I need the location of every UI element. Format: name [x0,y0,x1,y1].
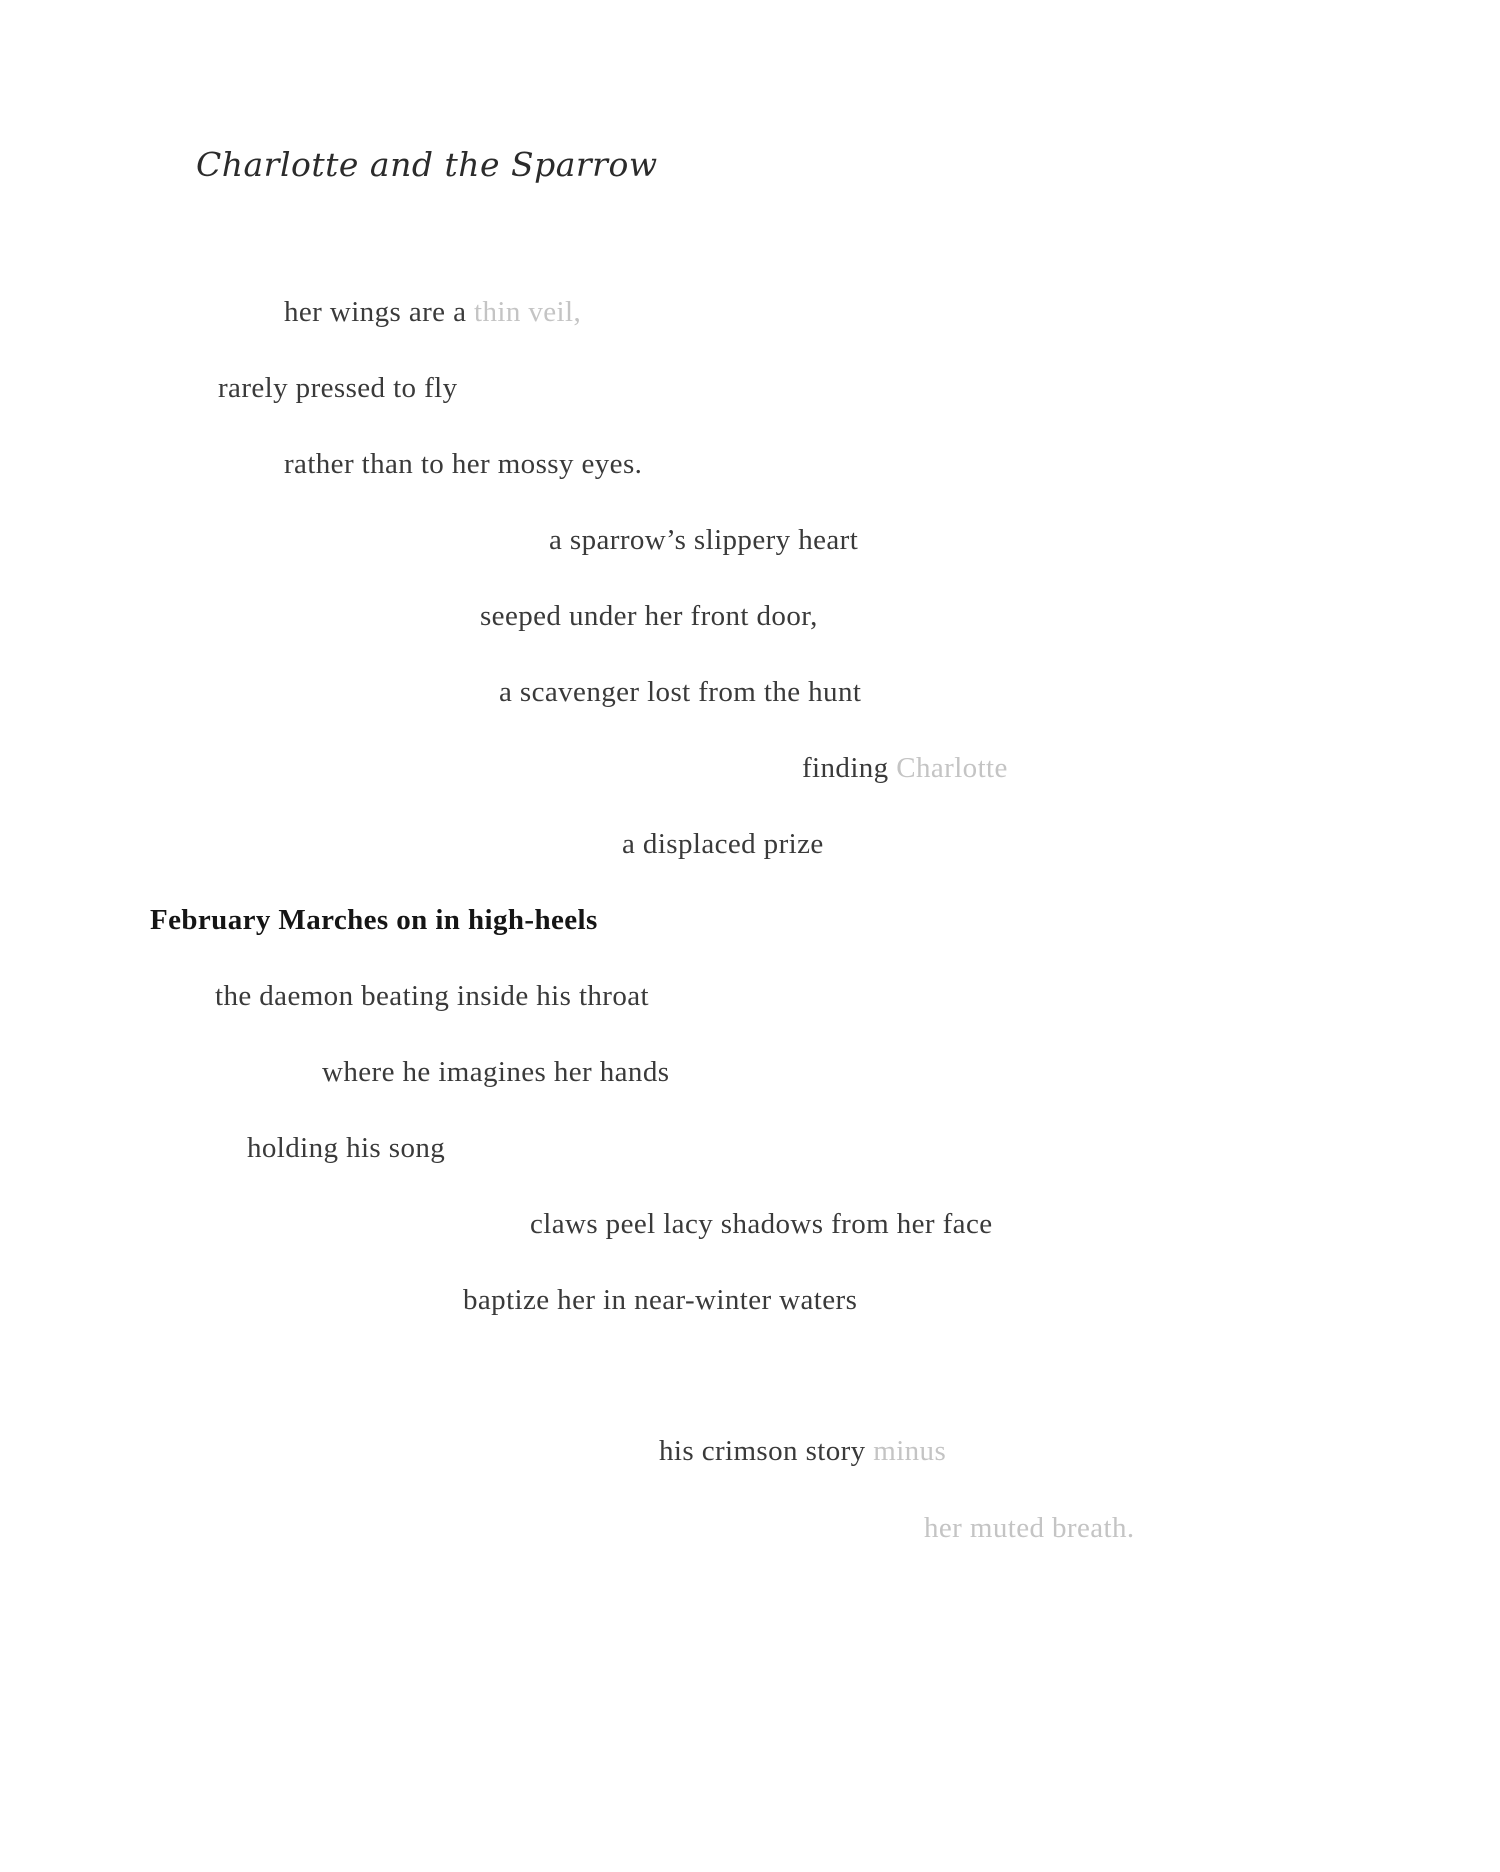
line-text: where he imagines her hands [322,1056,670,1088]
poem-line [659,1435,946,1468]
poem-line [622,828,824,861]
line-text: her wings are a [284,296,467,328]
line-text: the daemon beating inside his throat [215,980,649,1012]
line-text: finding [802,752,889,784]
poem-line [247,1132,445,1165]
poem-line [802,752,1008,785]
line-text: a displaced prize [622,828,824,860]
poem-title: Charlotte and the Sparrow [196,145,658,184]
poem-line [499,676,861,709]
line-text: claws peel lacy shadows from her face [530,1208,993,1240]
line-faded-text: her muted breath. [924,1512,1135,1544]
poem-line [463,1284,857,1317]
poem-line [322,1056,669,1089]
poem-line [530,1208,993,1241]
line-text: baptize her in near-winter waters [463,1284,858,1316]
line-text: a scavenger lost from the hunt [499,676,862,708]
poem-line [480,600,818,633]
line-faded-text: thin veil, [474,296,582,328]
line-text: his crimson story [659,1435,866,1467]
poem-line [150,904,598,937]
line-text: February Marches on in high-heels [150,904,598,936]
line-text: a sparrow’s slippery heart [549,524,859,556]
line-faded-text: minus [873,1435,947,1467]
poem-line [549,524,858,557]
line-faded-text: Charlotte [896,752,1008,784]
poem-line [284,448,642,481]
poem-line [215,980,649,1013]
line-text: seeped under her front door, [480,600,818,632]
poem-line [218,372,458,405]
poem-line [284,296,581,329]
line-text: rarely pressed to fly [218,372,458,404]
line-text: rather than to her mossy eyes. [284,448,643,480]
poem-line [924,1512,1135,1545]
line-text: holding his song [247,1132,446,1164]
